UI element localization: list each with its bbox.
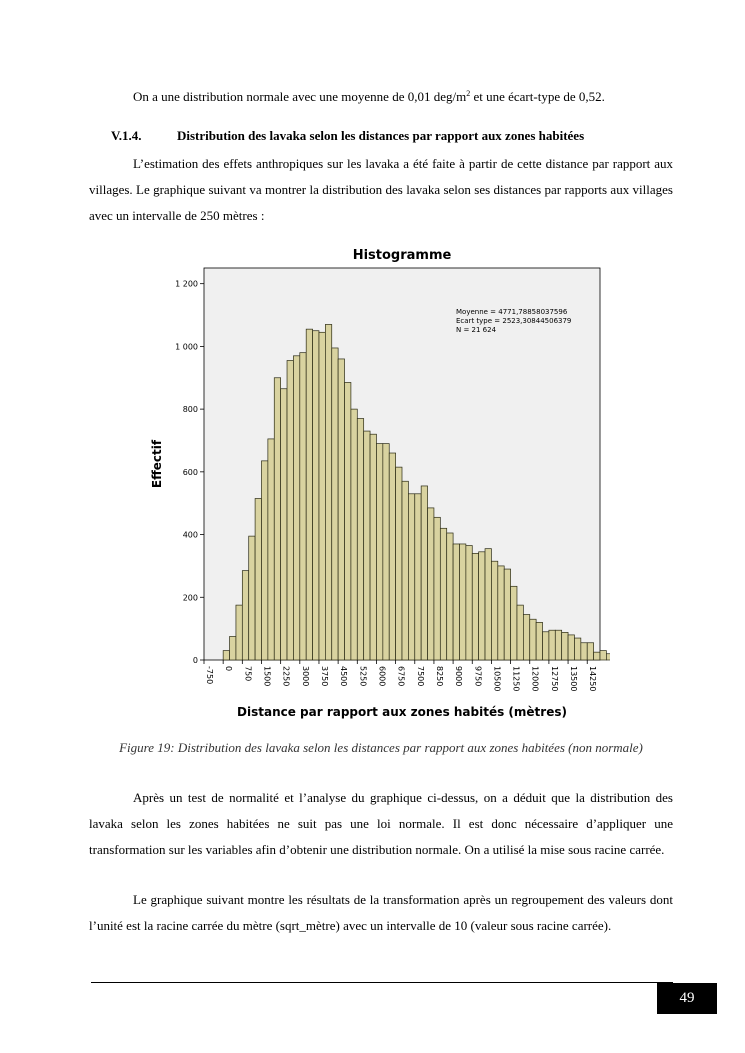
x-tick-label: 6750 bbox=[396, 666, 406, 687]
y-axis-label: Effectif bbox=[150, 439, 164, 489]
histogram-bar bbox=[402, 481, 408, 660]
section-title: Distribution des lavaka selon les distances par rapport aux zones habitées bbox=[177, 128, 585, 143]
y-tick-label: 0 bbox=[192, 656, 198, 665]
histogram-bar bbox=[332, 348, 338, 660]
histogram-bar bbox=[389, 453, 395, 660]
histogram-bar bbox=[549, 630, 555, 660]
x-tick-label: 14250 bbox=[588, 666, 598, 692]
histogram-bar bbox=[421, 486, 427, 660]
histogram-bar bbox=[530, 619, 536, 660]
x-tick-label: 3000 bbox=[300, 666, 310, 687]
x-tick-label: -750 bbox=[205, 666, 214, 685]
histogram-bar bbox=[383, 444, 389, 660]
histogram-bar bbox=[351, 409, 357, 660]
page-number: 49 bbox=[657, 983, 717, 1014]
paragraph-1-text-end: et une écart-type de 0,52. bbox=[470, 89, 605, 104]
chart-title: Histogramme bbox=[352, 248, 452, 263]
histogram-bar bbox=[555, 630, 561, 660]
histogram-bar bbox=[274, 378, 280, 660]
histogram-bar bbox=[479, 552, 485, 660]
histogram-bar bbox=[249, 536, 255, 660]
x-tick-label: 3750 bbox=[319, 666, 329, 687]
histogram-bar bbox=[415, 494, 421, 660]
x-tick-label: 1500 bbox=[262, 666, 272, 687]
x-tick-label: 9750 bbox=[473, 666, 483, 687]
x-tick-label: 0 bbox=[224, 666, 234, 672]
y-tick-label: 1 200 bbox=[175, 279, 198, 289]
paragraph-normality-test bbox=[89, 785, 673, 863]
histogram-bar bbox=[357, 419, 363, 660]
y-tick-label: 1 000 bbox=[175, 342, 198, 352]
histogram-bar bbox=[364, 431, 370, 660]
stat-mean: Moyenne = 4771,78858037596 bbox=[456, 308, 568, 316]
histogram-bar bbox=[313, 331, 319, 660]
paragraph-1-text: On a une distribution normale avec une moyenne de 0,01 deg/m bbox=[133, 89, 467, 104]
stat-count: N = 21 624 bbox=[456, 326, 497, 334]
section-number: V.1.4. bbox=[111, 128, 142, 143]
y-tick-label: 400 bbox=[182, 530, 198, 540]
histogram-bar bbox=[370, 434, 376, 660]
footer-rule bbox=[91, 982, 673, 983]
histogram-bar bbox=[287, 361, 293, 660]
histogram-bar bbox=[319, 332, 325, 660]
x-tick-label: 7500 bbox=[415, 666, 425, 687]
histogram-bar bbox=[345, 382, 351, 660]
paragraph-2-text: L’estimation des effets anthropiques sur les lavaka a été faite à partir de cette distance par rapport aux villages. Le graphique suivant va montrer la distribution des lavaka selon ses distances par rapports aux villages avec un intervalle de 250 mètres : bbox=[89, 156, 673, 223]
histogram-bar bbox=[600, 651, 606, 660]
paragraph-3-text: Après un test de normalité et l’analyse du graphique ci-dessus, on a déduit que la distribution des lavaka selon les zones habitées ne suit pas une loi normale. Il est donc nécessaire d’appliquer une transformation sur les variables afin d’obtenir une distribution normale. On a utilisé la mise sous racine carrée. bbox=[89, 790, 673, 857]
x-tick-label: 5250 bbox=[358, 666, 368, 687]
histogram-chart bbox=[140, 238, 610, 722]
histogram-bar bbox=[261, 461, 267, 660]
histogram-bar bbox=[466, 546, 472, 660]
x-tick-label: 8250 bbox=[434, 666, 444, 687]
histogram-bar bbox=[485, 549, 491, 660]
x-tick-label: 750 bbox=[243, 666, 253, 682]
histogram-bar bbox=[472, 553, 478, 660]
histogram-bar bbox=[281, 389, 287, 660]
histogram-bar bbox=[242, 571, 248, 660]
histogram-bar bbox=[562, 632, 568, 660]
histogram-bar bbox=[587, 643, 593, 660]
histogram-bar bbox=[606, 654, 610, 660]
histogram-bar bbox=[325, 324, 331, 660]
x-tick-label: 12000 bbox=[530, 666, 540, 692]
section-heading bbox=[111, 127, 584, 145]
figure-caption: Figure 19: Distribution des lavaka selon les distances par rapport aux zones habitées (non normale) bbox=[119, 740, 643, 755]
x-tick-label: 4500 bbox=[339, 666, 349, 687]
histogram-bar bbox=[306, 329, 312, 660]
paragraph-transformation bbox=[89, 887, 673, 939]
histogram-bar bbox=[236, 605, 242, 660]
histogram-bar bbox=[581, 643, 587, 660]
histogram-bar bbox=[338, 359, 344, 660]
histogram-bar bbox=[453, 544, 459, 660]
x-tick-label: 12750 bbox=[549, 666, 559, 692]
histogram-bar bbox=[447, 533, 453, 660]
histogram-bar bbox=[568, 635, 574, 660]
paragraph-normal-distribution bbox=[133, 88, 605, 106]
histogram-bar bbox=[511, 586, 517, 660]
histogram-bar bbox=[268, 439, 274, 660]
histogram-bar bbox=[523, 615, 529, 660]
x-axis-label: Distance par rapport aux zones habités (mètres) bbox=[237, 705, 567, 719]
histogram-bar bbox=[504, 569, 510, 660]
histogram-bar bbox=[428, 508, 434, 660]
histogram-bar bbox=[376, 444, 382, 660]
histogram-bar bbox=[594, 652, 600, 660]
histogram-bar bbox=[459, 544, 465, 660]
stat-std-dev: Ecart type = 2523,30844506379 bbox=[456, 317, 572, 325]
x-tick-label: 13500 bbox=[569, 666, 579, 692]
histogram-bar bbox=[223, 651, 229, 660]
x-tick-label: 9000 bbox=[454, 666, 464, 687]
histogram-bar bbox=[574, 638, 580, 660]
paragraph-4-text: Le graphique suivant montre les résultats de la transformation après un regroupement des valeurs dont l’unité est la racine carrée du mètre (sqrt_mètre) avec un intervalle de 10 (valeur sous racine carrée). bbox=[89, 892, 673, 933]
x-tick-label: 10500 bbox=[492, 666, 502, 692]
histogram-bar bbox=[300, 353, 306, 660]
histogram-bar bbox=[396, 467, 402, 660]
histogram-bar bbox=[230, 636, 236, 660]
x-tick-label: 2250 bbox=[281, 666, 291, 687]
superscript: 2 bbox=[466, 89, 471, 98]
histogram-bar bbox=[255, 498, 261, 660]
histogram-bar bbox=[543, 632, 549, 660]
histogram-bar bbox=[293, 356, 299, 660]
x-tick-label: 11250 bbox=[511, 666, 521, 692]
histogram-bar bbox=[517, 605, 523, 660]
y-tick-label: 800 bbox=[182, 405, 198, 415]
paragraph-intro bbox=[89, 151, 673, 229]
histogram-bar bbox=[434, 517, 440, 660]
histogram-bar bbox=[440, 528, 446, 660]
y-tick-label: 200 bbox=[182, 593, 198, 603]
histogram-bar bbox=[408, 494, 414, 660]
x-tick-label: 6000 bbox=[377, 666, 387, 687]
histogram-bar bbox=[536, 622, 542, 660]
histogram-bar bbox=[491, 561, 497, 660]
histogram-bar bbox=[498, 566, 504, 660]
y-tick-label: 600 bbox=[182, 467, 198, 477]
